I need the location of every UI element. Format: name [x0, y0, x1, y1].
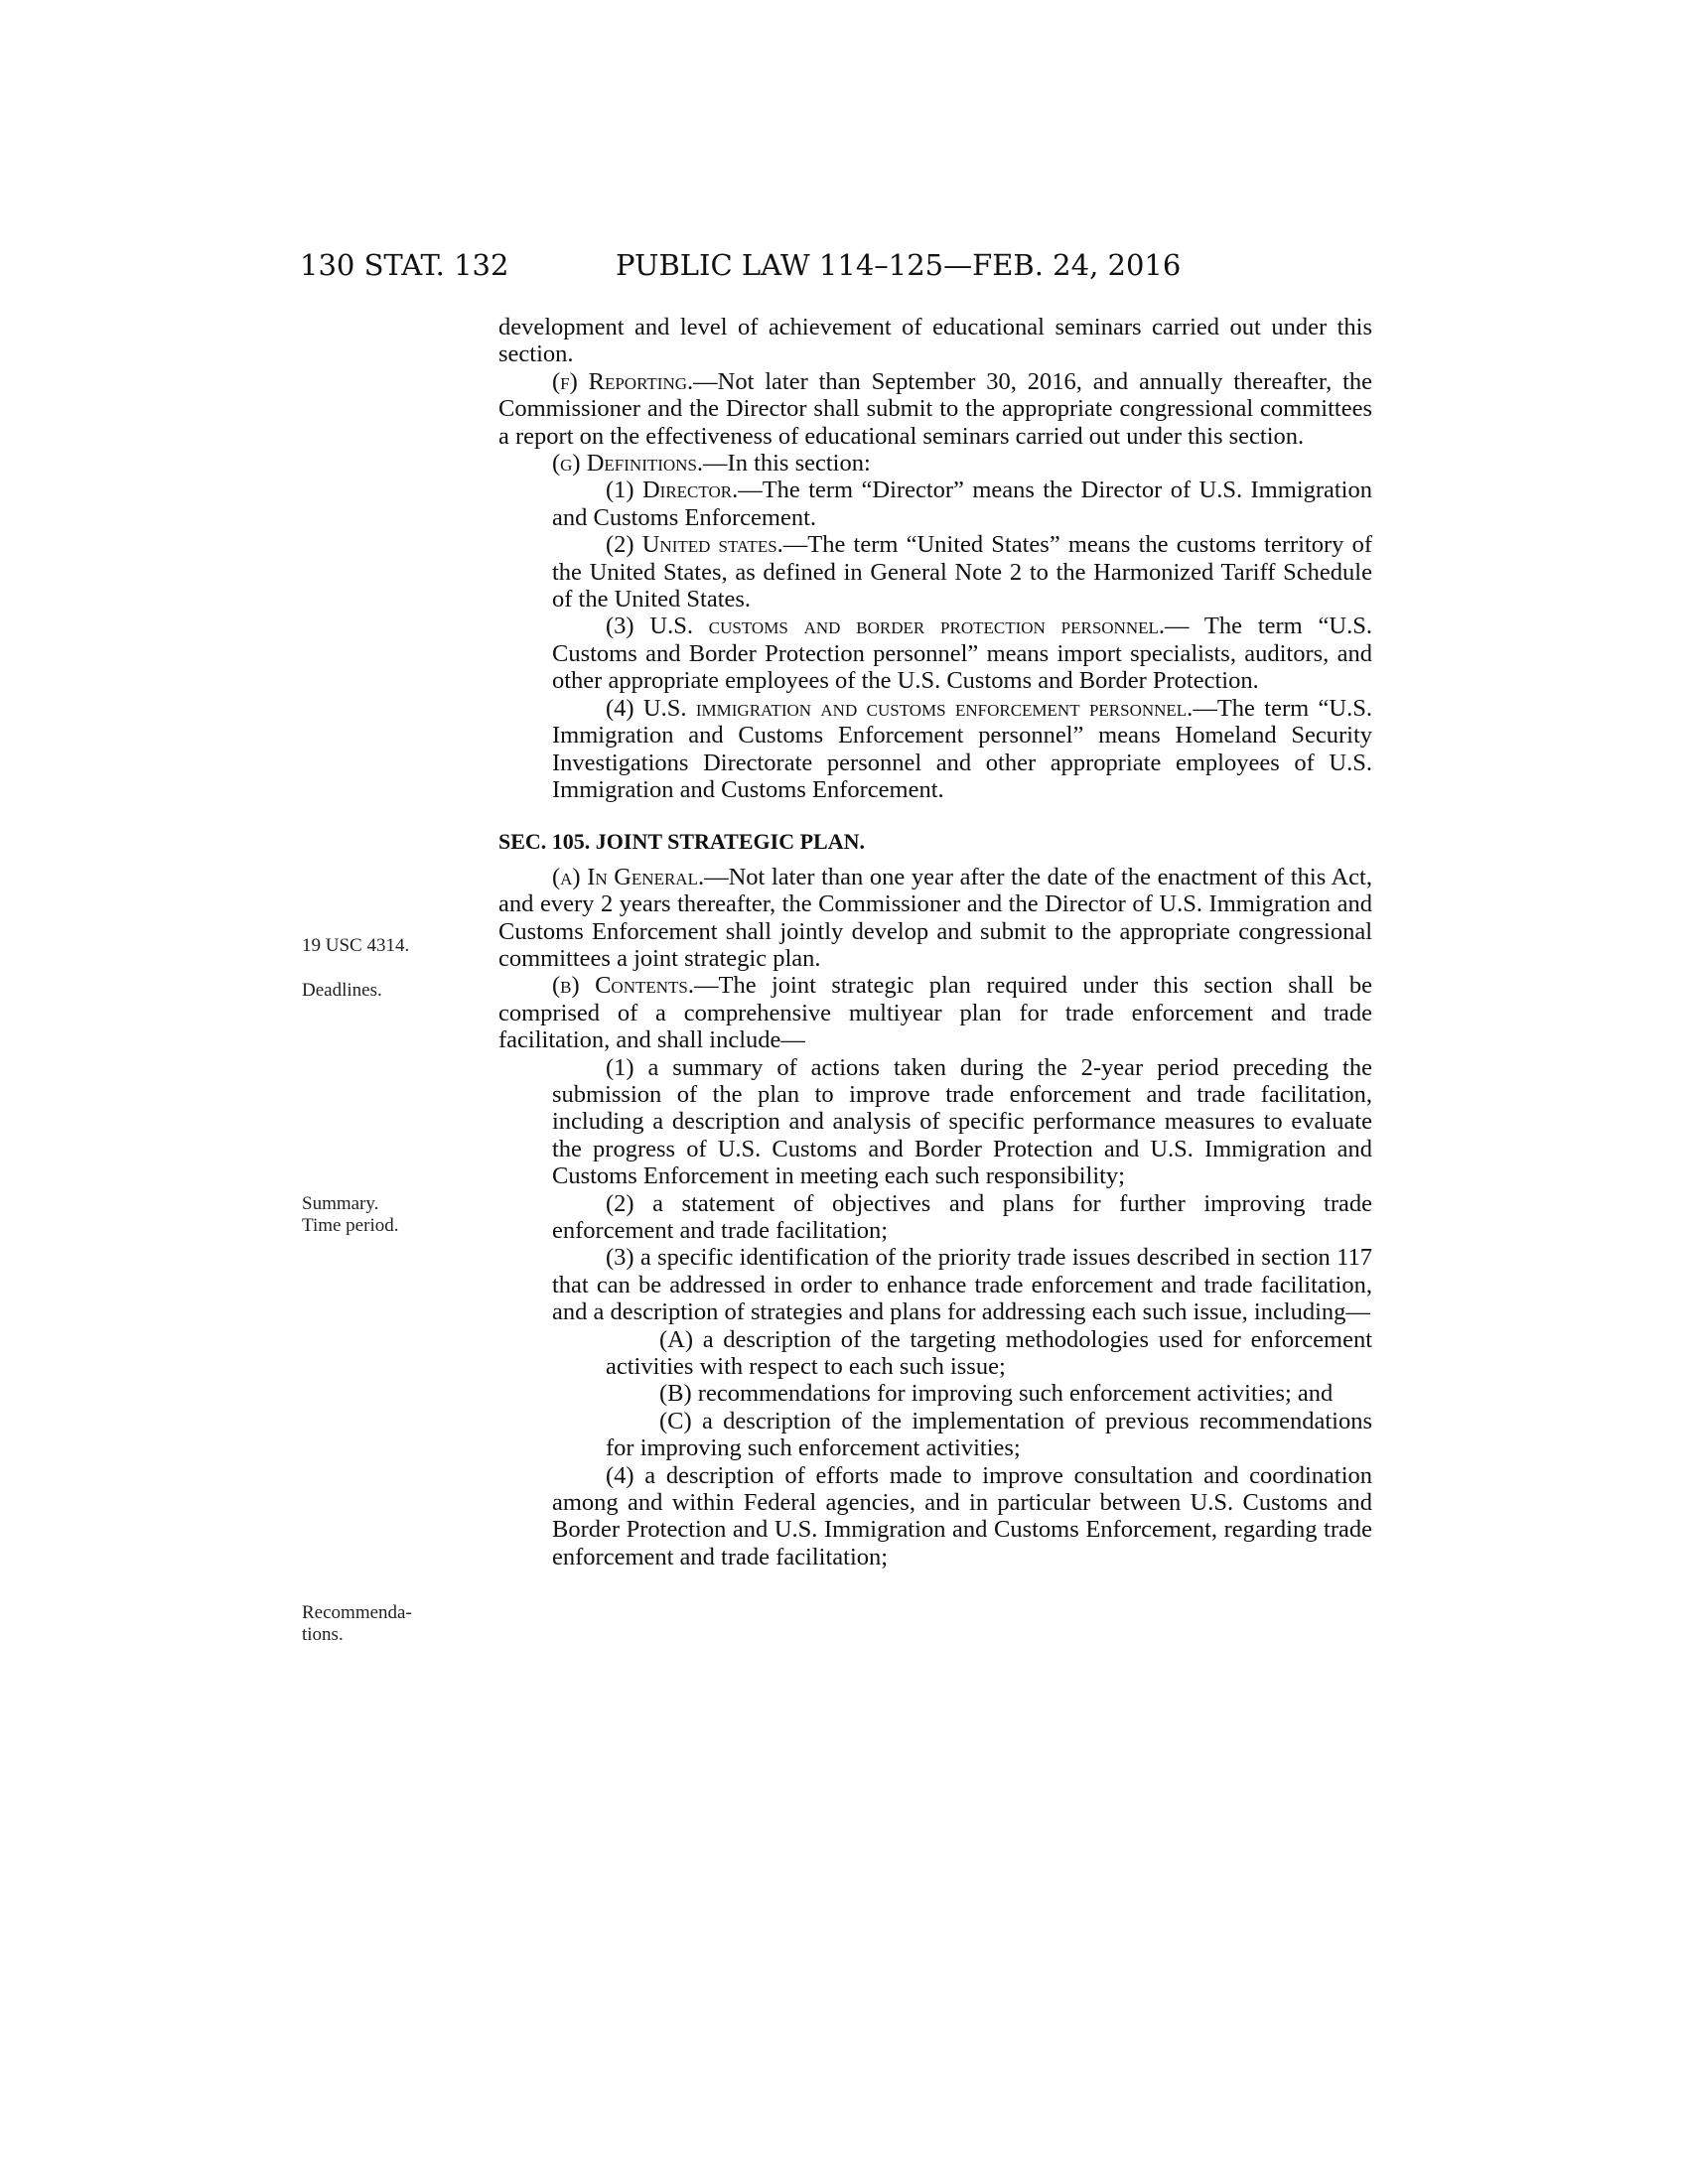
definition-1-heading: (1) Director.: [606, 477, 739, 504]
subparagraph-b3c: (C) a description of the implementation of previous recommendations for improving such enforcement activities;: [606, 1407, 1372, 1462]
subsection-g-heading: (g) Definitions.: [552, 450, 704, 478]
definition-3-text: — The term “U.S. Customs and Border Protection personnel” means import specialists, auditors, and other appropriate employees of the U.S. Customs and Border Protection.: [552, 613, 1372, 695]
margin-note-summary: Summary.: [302, 1193, 379, 1214]
definition-3: [498, 613, 1372, 694]
margin-note-time-period: Time period.: [302, 1215, 399, 1236]
subsection-b: [498, 972, 1372, 1053]
paragraph-b4: (4) a description of efforts made to improve consultation and coordination among and within Federal agencies, and in particular between U.S. Customs and Border Protection and U.S. Immigration and Customs Enforcement, regarding trade enforcement and trade facilitation;: [552, 1461, 1372, 1570]
margin-note-deadlines: Deadlines.: [302, 980, 382, 1001]
definition-1: [498, 477, 1372, 531]
definition-2-heading: (2) United states.: [606, 531, 783, 559]
paragraph-b3: (3) a specific identification of the priority trade issues described in section 117 that can be addressed in order to enhance trade enforcement and trade facilitation, and a description of strategies and plans for addressing each such issue, including—: [552, 1244, 1372, 1326]
subsection-f-text: —Not later than September 30, 2016, and annually thereafter, the Commissioner and the Director shall submit to the appropriate congressional committees a report on the effectiveness of educational seminars carried out under this section.: [498, 367, 1372, 450]
subsection-b-heading: (b) Contents.: [552, 972, 694, 1000]
definition-3-heading: (3) U.S. customs and border protection personnel.: [606, 613, 1166, 640]
definition-4-heading: (4) U.S. immigration and customs enforcement personnel.: [606, 694, 1194, 722]
margin-note-recommendations-2: tions.: [302, 1624, 344, 1645]
definition-4: [498, 695, 1372, 804]
subsection-b-text: —The joint strategic plan required under this section shall be comprised of a comprehensive multiyear plan for trade enforcement and trade facilitation, and shall include—: [498, 972, 1373, 1054]
margin-note-recommendations-1: Recommenda-: [302, 1602, 412, 1623]
paragraph-continuation: development and level of achievement of educational seminars carried out under this section.: [498, 314, 1372, 368]
subsection-a-text: —Not later than one year after the date of the enactment of this Act, and every 2 years thereafter, the Commissioner and the Director of U.S. Immigration and Customs Enforcement shall jointly develop and submit to the appropriate congressional committees a joint strategic plan.: [498, 863, 1372, 972]
margin-note-usc: 19 USC 4314.: [302, 935, 410, 956]
subparagraph-b3b: (B) recommendations for improving such enforcement activities; and: [659, 1380, 1334, 1408]
section-heading: SEC. 105. JOINT STRATEGIC PLAN.: [498, 829, 865, 855]
subsection-f: [498, 368, 1372, 450]
page-reference: 130 STAT. 132: [300, 248, 509, 282]
definition-2-text: —The term “United States” means the customs territory of the United States, as defined in General Note 2 to the Harmonized Tariff Schedule of the United States.: [552, 531, 1372, 614]
subparagraph-b3a: (A) a description of the targeting methodologies used for enforcement activities with respect to each such issue;: [606, 1325, 1372, 1381]
subsection-a: [498, 864, 1372, 973]
subsection-a-heading: (a) In General.: [552, 863, 705, 890]
subsection-f-heading: (f) Reporting.: [552, 367, 694, 395]
paragraph-b2: (2) a statement of objectives and plans for further improving trade enforcement and trade facilitation;: [552, 1189, 1372, 1244]
document-body: [498, 314, 1372, 1570]
subsection-g: [498, 450, 1372, 477]
page-title: PUBLIC LAW 114–125—FEB. 24, 2016: [616, 248, 1182, 282]
definition-2: [498, 531, 1372, 613]
paragraph-b1: (1) a summary of actions taken during the 2-year period preceding the submission of the plan to improve trade enforcement and trade facilitation, including a description and analysis of specific performance measures to evaluate the progress of U.S. Customs and Border Protection and U.S. Immigration and Customs Enforcement in meeting each such responsibility;: [552, 1053, 1372, 1190]
subsection-g-text: —In this section:: [703, 450, 871, 478]
definition-4-text: —The term “U.S. Immigration and Customs Enforcement personnel” means Homeland Security Investigations Directorate personnel and other appropriate employees of U.S. Immigration and Customs Enforcement.: [552, 694, 1372, 803]
definition-1-text: —The term “Director” means the Director of U.S. Immigration and Customs Enforcement.: [552, 477, 1372, 531]
